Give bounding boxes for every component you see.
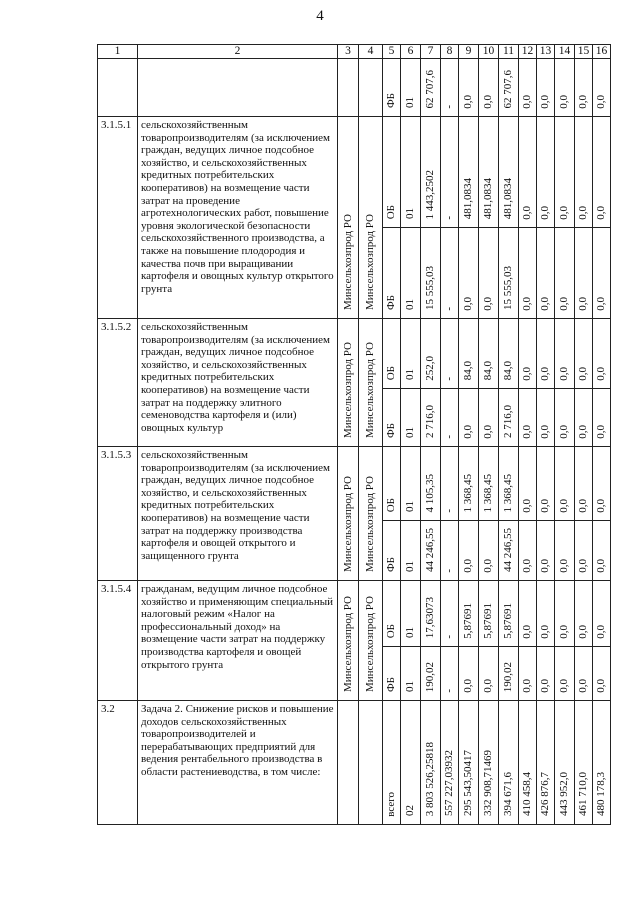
value-cell [441,228,459,319]
value-text: 0,0 [595,296,607,311]
value-text: 0,0 [595,94,607,109]
value-cell [479,701,499,825]
value-cell [479,59,499,117]
value-cell [421,228,441,319]
participant-text: Минсельхозпрод РО [364,596,376,693]
header-cell: 12 [519,45,537,59]
value-cell [537,59,555,117]
value-text: 0,0 [462,424,474,439]
value-cell [383,319,401,389]
value-text: ОБ [385,205,397,220]
value-cell [401,647,421,701]
header-cell: 9 [459,45,479,59]
row-number: 3.1.5.1 [98,117,138,319]
value-cell [555,319,575,389]
value-cell [499,647,519,701]
value-text: 0,0 [462,296,474,311]
value-text: ФБ [385,677,397,693]
table-row [98,319,611,389]
value-text: 410 458,4 [521,772,533,817]
value-text: 0,0 [595,678,607,693]
value-cell [537,581,555,647]
header-cell: 8 [441,45,459,59]
executor-cell [338,447,359,581]
value-cell [479,117,499,228]
value-cell [537,647,555,701]
participant-cell [359,59,383,117]
participant-cell [359,447,383,581]
header-cell: 4 [359,45,383,59]
value-cell [401,389,421,447]
value-text: 01 [404,369,416,381]
value-text: 0,0 [521,678,533,693]
value-cell [383,447,401,521]
value-text: 426 876,7 [539,772,551,817]
row-description: Задача 2. Снижение рисков и повышение доходов сельскохозяйственных товаропроизводителей и перерабатывающих предприятий для ведения рентабельного производства в области растениеводства, в том числе: [138,701,338,825]
value-cell [441,581,459,647]
value-text: - [443,688,455,693]
value-text: 480 178,3 [595,772,607,817]
value-text: 01 [404,427,416,439]
value-text: 0,0 [521,558,533,573]
value-cell [441,521,459,581]
value-text: 0,0 [577,296,589,311]
value-cell [519,521,537,581]
program-table [97,44,611,825]
value-text: 0,0 [558,94,570,109]
value-cell [575,701,593,825]
header-cell: 13 [537,45,555,59]
value-cell [479,521,499,581]
value-text: 0,0 [462,558,474,573]
value-cell [459,117,479,228]
value-cell [401,319,421,389]
value-text: 0,0 [595,424,607,439]
value-cell [593,581,611,647]
value-cell [593,117,611,228]
executor-cell [338,117,359,319]
value-text: 1 368,45 [502,473,514,513]
executor-text: Минсельхозпрод РО [341,342,354,439]
value-cell [575,647,593,701]
value-cell [421,389,441,447]
value-text: 0,0 [577,424,589,439]
value-text: 0,0 [521,205,533,220]
value-cell [383,59,401,117]
value-cell [537,389,555,447]
value-cell [459,59,479,117]
table-row [98,581,611,647]
value-cell [401,59,421,117]
value-text: - [443,104,455,109]
value-text: 0,0 [539,205,551,220]
value-text: 0,0 [577,366,589,381]
value-text: 252,0 [424,355,436,381]
value-cell [555,647,575,701]
value-cell [575,389,593,447]
value-cell [537,521,555,581]
value-text: 443 952,0 [558,772,570,817]
value-text: 0,0 [521,624,533,639]
value-text: 01 [404,97,416,109]
value-cell [519,319,537,389]
value-text: 0,0 [595,366,607,381]
header-cell: 14 [555,45,575,59]
participant-cell [359,581,383,701]
row-description: сельскохозяйственным товаропроизводителям (за исключением граждан, ведущих личное подсобное хозяйство, и сельскохозяйственных кредитных потребительских кооперативов) на возмещение части затрат на проведение агротехнологических работ, повышение уровня экологической безопасности сельскохозяйственного производства, а также на повышение плодородия и качества почв при выращивании картофеля и овощных культур открытого грунта [138,117,338,319]
value-text: 5,87691 [502,602,514,639]
value-text: 0,0 [558,296,570,311]
value-cell [537,319,555,389]
header-cell: 1 [98,45,138,59]
value-text: 0,0 [539,366,551,381]
value-cell [459,647,479,701]
value-cell [459,521,479,581]
executor-cell [338,319,359,447]
value-text: 62 707,6 [502,69,514,109]
value-cell [575,521,593,581]
header-cell: 3 [338,45,359,59]
value-text: 0,0 [595,624,607,639]
value-cell [441,447,459,521]
value-text: 0,0 [577,94,589,109]
value-text: 0,0 [482,296,494,311]
value-cell [575,447,593,521]
value-text: 44 246,55 [502,528,514,573]
value-text: ФБ [385,557,397,573]
value-text: 190,02 [424,662,436,693]
value-cell [459,228,479,319]
value-cell [479,389,499,447]
value-text: 0,0 [558,205,570,220]
value-text: 1 368,45 [462,473,474,513]
row-description: гражданам, ведущим личное подсобное хозяйство и применяющим специальный налоговый режим «Налог на профессиональный доход» на возмещение части затрат на поддержку производства картофеля и овощей открытого грунта [138,581,338,701]
value-cell [401,117,421,228]
value-text: 15 555,03 [424,266,436,311]
value-cell [401,447,421,521]
value-text: 5,87691 [462,602,474,639]
value-text: 2 716,0 [424,405,436,439]
value-text: 332 908,71469 [482,750,494,817]
value-text: 4 105,35 [424,473,436,513]
value-text: 1 443,2502 [424,169,436,220]
value-cell [575,117,593,228]
value-text: 01 [404,681,416,693]
value-text: 0,0 [539,424,551,439]
value-cell [479,647,499,701]
value-cell [441,59,459,117]
value-cell [519,647,537,701]
value-cell [421,581,441,647]
executor-cell [338,581,359,701]
value-text: ФБ [385,93,397,109]
row-number: 3.1.5.2 [98,319,138,447]
value-cell [421,447,441,521]
value-cell [593,319,611,389]
value-cell [401,228,421,319]
value-text: 0,0 [539,678,551,693]
value-cell [593,228,611,319]
value-text: 0,0 [521,498,533,513]
value-cell [575,228,593,319]
participant-cell [359,319,383,447]
header-cell: 7 [421,45,441,59]
value-cell [593,521,611,581]
value-text: 0,0 [482,424,494,439]
value-text: 84,0 [482,361,494,381]
value-text: 0,0 [521,296,533,311]
value-text: 5,87691 [482,602,494,639]
value-cell [499,389,519,447]
value-text: 0,0 [462,678,474,693]
value-text: 0,0 [462,94,474,109]
value-text: 84,0 [502,361,514,381]
executor-text: Минсельхозпрод РО [341,214,354,311]
value-text: - [443,215,455,220]
value-cell [441,117,459,228]
row-number: 3.1.5.4 [98,581,138,701]
value-cell [479,447,499,521]
value-cell [459,447,479,521]
value-cell [421,59,441,117]
value-text: 481,0834 [502,178,514,220]
value-text: - [443,376,455,381]
value-text: 0,0 [595,205,607,220]
value-text: 2 716,0 [502,405,514,439]
value-text: ОБ [385,624,397,639]
header-row [98,45,611,59]
value-text: - [443,434,455,439]
row-description: сельскохозяйственным товаропроизводителям (за исключением граждан, ведущих личное подсобное хозяйство, и сельскохозяйственных кредитных потребительских кооперативов) на возмещение части затрат на поддержку элитного семеноводства картофеля и (или) овощных культур [138,319,338,447]
value-cell [479,319,499,389]
value-cell [593,447,611,521]
value-cell [575,581,593,647]
value-text: 0,0 [521,366,533,381]
value-cell [383,701,401,825]
value-cell [459,581,479,647]
value-text: 481,0834 [482,178,494,220]
value-cell [499,117,519,228]
value-text: ОБ [385,366,397,381]
value-cell [421,647,441,701]
page-number: 4 [316,8,324,24]
participant-text: Минсельхозпрод РО [364,476,376,573]
value-text: - [443,568,455,573]
value-cell [519,581,537,647]
value-cell [519,59,537,117]
value-text: 01 [404,299,416,311]
value-text: 17,63073 [424,597,436,639]
executor-cell [338,701,359,825]
value-cell [383,389,401,447]
value-cell [519,117,537,228]
value-cell [499,701,519,825]
table-row [98,447,611,521]
value-cell [383,117,401,228]
participant-text: Минсельхозпрод РО [364,214,376,311]
value-cell [519,447,537,521]
row-number: 3.1.5.3 [98,447,138,581]
executor-cell [338,59,359,117]
value-cell [383,521,401,581]
participant-text: Минсельхозпрод РО [364,342,376,439]
value-text: всего [385,791,397,817]
value-cell [593,389,611,447]
value-cell [401,581,421,647]
value-text: - [443,508,455,513]
value-cell [555,228,575,319]
value-text: 0,0 [539,558,551,573]
value-cell [519,228,537,319]
value-text: 0,0 [539,296,551,311]
value-cell [459,389,479,447]
value-text: 15 555,03 [502,266,514,311]
value-cell [441,647,459,701]
value-cell [537,701,555,825]
value-cell [441,701,459,825]
value-cell [479,228,499,319]
header-cell: 2 [138,45,338,59]
value-text: 44 246,55 [424,528,436,573]
value-text: 0,0 [577,205,589,220]
value-text: 0,0 [482,558,494,573]
value-text: - [443,306,455,311]
value-text: 0,0 [482,678,494,693]
value-cell [421,521,441,581]
value-cell [555,581,575,647]
value-cell [441,319,459,389]
value-cell [537,117,555,228]
executor-text: Минсельхозпрод РО [341,596,354,693]
value-text: 0,0 [577,498,589,513]
value-cell [459,319,479,389]
table-row [98,59,611,117]
value-text: ФБ [385,423,397,439]
value-text: 0,0 [539,94,551,109]
header-cell: 11 [499,45,519,59]
value-text: 0,0 [558,624,570,639]
value-cell [519,701,537,825]
header-cell: 16 [593,45,611,59]
participant-cell [359,701,383,825]
value-cell [421,701,441,825]
header-cell: 10 [479,45,499,59]
value-text: 01 [404,501,416,513]
value-text: 01 [404,208,416,220]
header-cell: 5 [383,45,401,59]
value-text: ФБ [385,295,397,311]
value-text: 62 707,6 [424,69,436,109]
value-text: 0,0 [521,94,533,109]
value-cell [537,447,555,521]
header-cell: 15 [575,45,593,59]
value-cell [459,701,479,825]
value-cell [499,581,519,647]
value-text: 01 [404,561,416,573]
value-cell [519,389,537,447]
value-text: 0,0 [521,424,533,439]
participant-cell [359,117,383,319]
value-cell [555,701,575,825]
value-cell [555,117,575,228]
value-text: 461 710,0 [577,772,589,817]
value-cell [499,319,519,389]
row-description: сельскохозяйственным товаропроизводителям (за исключением граждан, ведущих личное подсобное хозяйство, и сельскохозяйственных кредитных потребительских кооперативов) на возмещение части затрат на поддержку производства картофеля и овощей открытого и защищенного грунта [138,447,338,581]
value-text: 0,0 [577,678,589,693]
value-text: 1 368,45 [482,473,494,513]
value-cell [555,389,575,447]
value-text: 0,0 [539,498,551,513]
value-cell [537,228,555,319]
row-description [138,59,338,117]
value-cell [499,447,519,521]
value-cell [575,319,593,389]
header-cell: 6 [401,45,421,59]
value-cell [383,228,401,319]
value-text: 0,0 [577,558,589,573]
value-cell [593,647,611,701]
value-text: 0,0 [558,424,570,439]
value-cell [593,701,611,825]
value-text: 3 803 526,25818 [424,742,436,817]
table-row [98,117,611,228]
value-text: 0,0 [577,624,589,639]
executor-text: Минсельхозпрод РО [341,476,354,573]
value-cell [499,228,519,319]
value-text: 394 671,6 [502,772,514,817]
value-text: ОБ [385,498,397,513]
value-cell [593,59,611,117]
value-cell [555,521,575,581]
value-text: 0,0 [558,498,570,513]
value-cell [383,581,401,647]
value-text: 557 227,03932 [443,750,455,817]
value-text: 02 [404,805,416,817]
value-text: 0,0 [558,678,570,693]
row-number [98,59,138,117]
value-text: - [443,634,455,639]
value-cell [499,521,519,581]
value-cell [555,59,575,117]
row-number: 3.2 [98,701,138,825]
table-row [98,701,611,825]
value-cell [575,59,593,117]
value-text: 84,0 [462,361,474,381]
value-text: 0,0 [558,366,570,381]
value-text: 0,0 [482,94,494,109]
value-cell [499,59,519,117]
value-text: 0,0 [595,498,607,513]
value-text: 190,02 [502,662,514,693]
value-cell [555,447,575,521]
value-cell [479,581,499,647]
value-cell [401,521,421,581]
value-cell [421,319,441,389]
value-cell [421,117,441,228]
value-text: 01 [404,627,416,639]
value-text: 0,0 [558,558,570,573]
value-text: 295 543,50417 [462,750,474,817]
value-cell [383,647,401,701]
value-text: 0,0 [595,558,607,573]
value-text: 0,0 [539,624,551,639]
value-cell [401,701,421,825]
value-text: 481,0834 [462,178,474,220]
value-cell [441,389,459,447]
